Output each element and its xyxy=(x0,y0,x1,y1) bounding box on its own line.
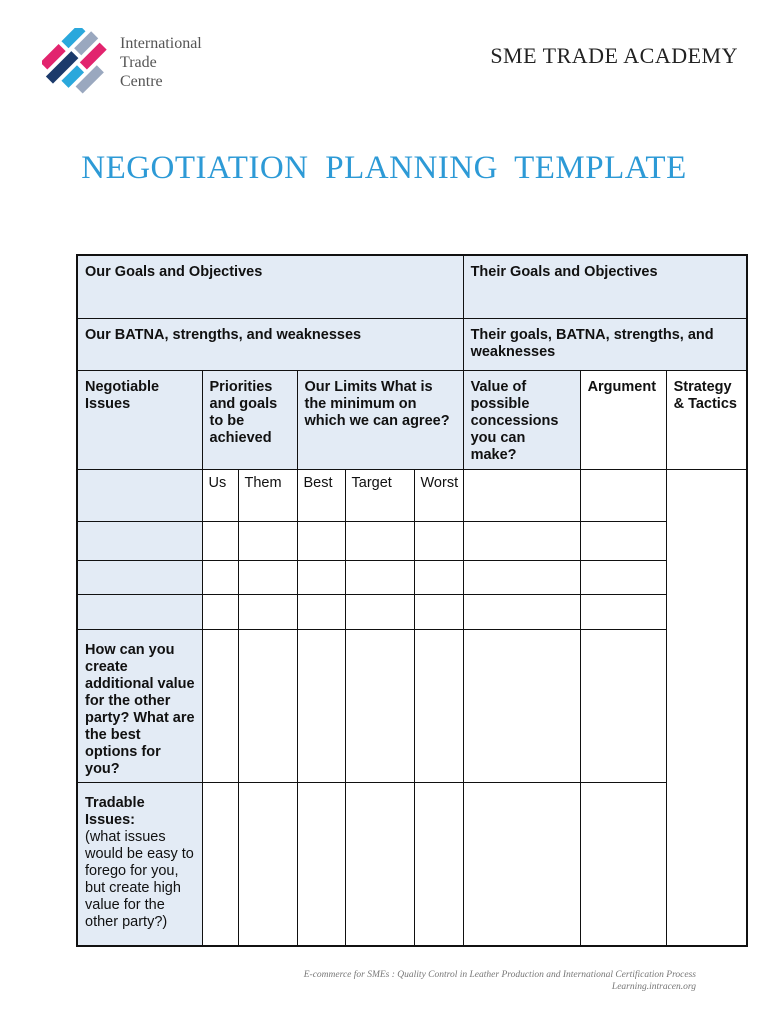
entry-cell[interactable] xyxy=(345,521,414,560)
entry-cell[interactable] xyxy=(238,594,297,629)
table-row xyxy=(77,782,747,946)
additional-value-label: How can you create additional value for the other party? What are the best options for you? xyxy=(77,629,202,782)
issue-cell[interactable] xyxy=(77,469,202,521)
sub-header-worst: Worst xyxy=(414,469,463,521)
strategy-header: Strategy & Tactics xyxy=(666,370,747,469)
entry-cell[interactable] xyxy=(297,560,345,594)
entry-cell[interactable] xyxy=(297,629,345,782)
concession-cell[interactable] xyxy=(463,469,580,521)
argument-cell[interactable] xyxy=(580,521,666,560)
table-row xyxy=(77,629,747,782)
entry-cell[interactable] xyxy=(297,521,345,560)
table-row xyxy=(77,594,747,629)
tradable-issues-label xyxy=(77,782,202,946)
entry-cell[interactable] xyxy=(345,560,414,594)
entry-cell[interactable] xyxy=(238,560,297,594)
their-batna-cell[interactable]: Their goals, BATNA, strengths, and weaknesses xyxy=(463,318,747,370)
our-batna-cell[interactable]: Our BATNA, strengths, and weaknesses xyxy=(77,318,463,370)
entry-cell[interactable] xyxy=(238,782,297,946)
argument-cell[interactable] xyxy=(580,782,666,946)
table-row xyxy=(77,521,747,560)
entry-cell[interactable] xyxy=(345,782,414,946)
tradable-issues-desc: (what issues would be easy to forego for you, but create high value for the other party?) xyxy=(85,828,194,930)
issue-cell[interactable] xyxy=(77,521,202,560)
entry-cell[interactable] xyxy=(238,521,297,560)
argument-cell[interactable] xyxy=(580,560,666,594)
their-goals-cell[interactable]: Their Goals and Objectives xyxy=(463,255,747,318)
entry-cell[interactable] xyxy=(414,629,463,782)
entry-cell[interactable] xyxy=(297,594,345,629)
entry-cell[interactable] xyxy=(202,560,238,594)
entry-cell[interactable] xyxy=(414,560,463,594)
concession-cell[interactable] xyxy=(463,594,580,629)
sub-header-best: Best xyxy=(297,469,345,521)
our-limits-header: Our Limits What is the minimum on which we can agree? xyxy=(297,370,463,469)
sub-header-target: Target xyxy=(345,469,414,521)
org-name xyxy=(120,34,202,91)
org-name-line: Centre xyxy=(120,73,163,90)
our-goals-cell[interactable]: Our Goals and Objectives xyxy=(77,255,463,318)
entry-cell[interactable] xyxy=(414,782,463,946)
argument-header: Argument xyxy=(580,370,666,469)
sub-header-us: Us xyxy=(202,469,238,521)
priorities-header: Priorities and goals to be achieved xyxy=(202,370,297,469)
footer xyxy=(304,969,696,993)
itc-logo-icon xyxy=(42,28,112,94)
entry-cell[interactable] xyxy=(414,521,463,560)
org-name-line: Trade xyxy=(120,54,157,71)
academy-name: SME TRADE ACADEMY xyxy=(490,43,738,68)
argument-cell[interactable] xyxy=(580,594,666,629)
negotiation-template-table xyxy=(76,254,748,947)
sub-header-them: Them xyxy=(238,469,297,521)
entry-cell[interactable] xyxy=(297,782,345,946)
footer-site-line: Learning.intracen.org xyxy=(611,982,696,992)
entry-cell[interactable] xyxy=(238,629,297,782)
table-row xyxy=(77,560,747,594)
entry-cell[interactable] xyxy=(414,594,463,629)
org-name-line: International xyxy=(120,35,202,52)
entry-cell[interactable] xyxy=(345,629,414,782)
negotiable-issues-header: Negotiable Issues xyxy=(77,370,202,469)
concessions-header: Value of possible concessions you can make? xyxy=(463,370,580,469)
strategy-cell[interactable] xyxy=(666,469,747,946)
entry-cell[interactable] xyxy=(202,594,238,629)
concession-cell[interactable] xyxy=(463,560,580,594)
entry-cell[interactable] xyxy=(345,594,414,629)
issue-cell[interactable] xyxy=(77,594,202,629)
argument-cell[interactable] xyxy=(580,469,666,521)
concession-cell[interactable] xyxy=(463,782,580,946)
entry-cell[interactable] xyxy=(202,782,238,946)
concession-cell[interactable] xyxy=(463,629,580,782)
page-title: NEGOTIATION PLANNING TEMPLATE xyxy=(81,150,687,186)
concession-cell[interactable] xyxy=(463,521,580,560)
argument-cell[interactable] xyxy=(580,629,666,782)
entry-cell[interactable] xyxy=(202,521,238,560)
issue-cell[interactable] xyxy=(77,560,202,594)
tradable-issues-title: Tradable Issues: xyxy=(85,794,145,828)
entry-cell[interactable] xyxy=(202,629,238,782)
footer-course-line: E-commerce for SMEs : Quality Control in Leather Production and International Certification Process xyxy=(303,970,696,980)
